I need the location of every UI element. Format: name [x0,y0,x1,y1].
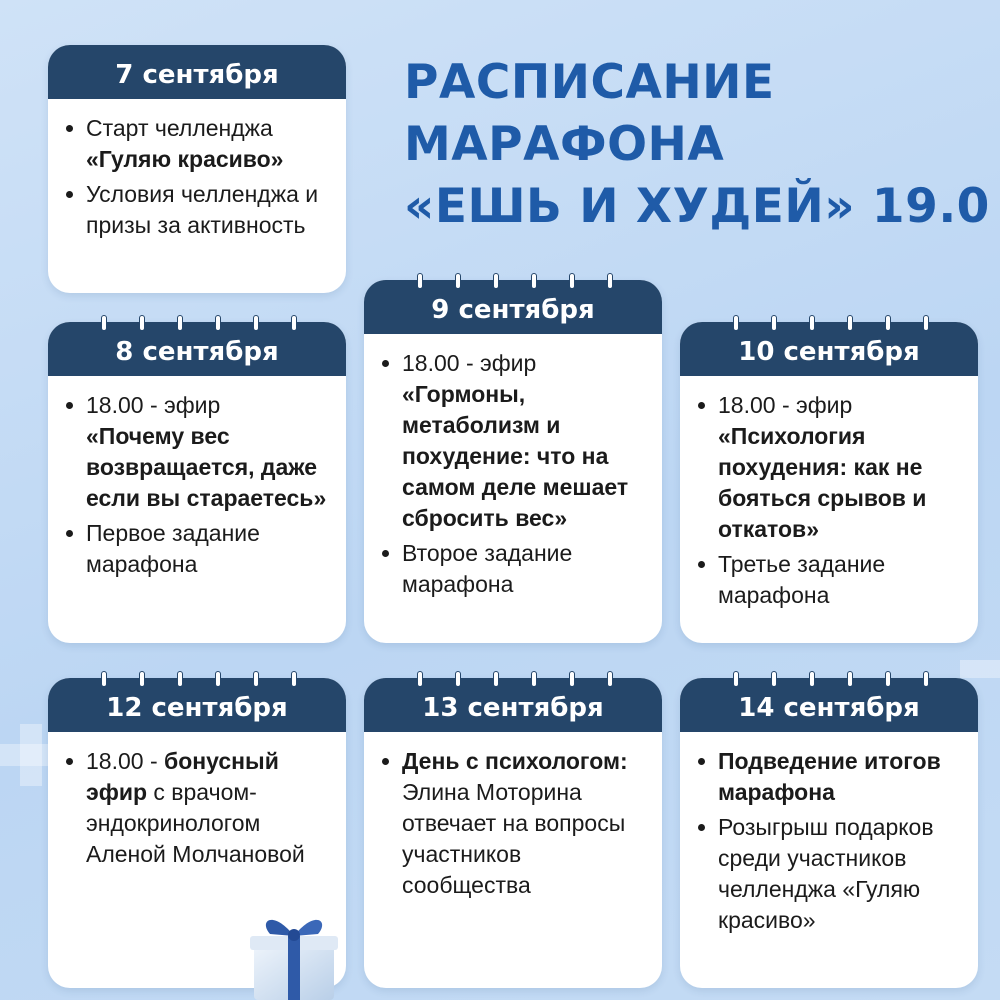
bullet-icon [698,402,705,409]
page-title [404,52,990,238]
card-date-header [48,45,346,99]
card-list [680,732,978,936]
item-bold-text: «Психология похудения: как не бояться срывов и откатов» [718,423,927,542]
item-bold-text: «Почему вес возвращается, даже если вы стараетесь» [86,423,327,511]
title-line-1: РАСПИСАНИЕ [404,55,775,110]
schedule-card-sep-8 [48,322,346,643]
bullet-icon [382,758,389,765]
item-bold-text: Подведение итогов марафона [718,748,941,805]
card-date: 13 сентября [422,693,604,723]
schedule-card-sep-13 [364,678,662,988]
list-item [696,549,968,611]
item-text: 18.00 - эфир [86,392,221,418]
list-item [696,390,968,545]
card-list [48,376,346,580]
card-date-header [48,678,346,732]
bullet-icon [382,360,389,367]
calendar-rings [48,316,346,330]
list-item [380,746,652,901]
bullet-icon [698,824,705,831]
bullet-icon [66,125,73,132]
card-date-header [680,322,978,376]
bullet-icon [382,550,389,557]
title-line-2: МАРАФОНА [404,117,725,172]
card-list [364,334,662,600]
item-text: 18.00 - [86,748,164,774]
list-item [696,812,968,936]
bullet-icon [698,758,705,765]
title-line-3: «ЕШЬ И ХУДЕЙ» 19.0 [404,179,990,234]
card-list [48,732,346,870]
item-text: Розыгрыш подарков среди участников челленджа «Гуляю красиво» [718,814,934,933]
item-text: Второе задание марафона [402,540,573,597]
card-date-header [364,280,662,334]
card-list [680,376,978,611]
item-bold-text: День с психологом: [402,748,628,774]
card-date: 14 сентября [738,693,920,723]
item-text: Третье задание марафона [718,551,886,608]
list-item [64,746,336,870]
list-item [380,538,652,600]
item-text: Первое задание марафона [86,520,260,577]
schedule-card-sep-7 [48,45,346,293]
decor-cross-right-h [960,660,1000,678]
list-item [64,518,336,580]
card-date-header [680,678,978,732]
item-text: 18.00 - эфир [402,350,537,376]
card-date-header [48,322,346,376]
calendar-rings [48,672,346,686]
item-bold-text: «Гормоны, метаболизм и похудение: что на самом деле мешает сбросить вес» [402,381,629,531]
bullet-icon [66,758,73,765]
card-date: 12 сентября [106,693,288,723]
schedule-card-sep-10 [680,322,978,643]
decor-cross-left-v [20,724,42,786]
calendar-rings [364,274,662,288]
bullet-icon [698,561,705,568]
calendar-rings [680,316,978,330]
list-item [64,113,336,175]
gift-box-icon [244,906,344,1000]
bullet-icon [66,191,73,198]
item-text: Элина Моторина отвечает на вопросы участников сообщества [402,779,626,898]
card-date: 10 сентября [738,337,920,367]
calendar-rings [364,672,662,686]
item-text: Старт челленджа [86,115,273,141]
card-list [364,732,662,901]
list-item [696,746,968,808]
list-item [64,179,336,241]
card-date: 7 сентября [115,60,279,90]
card-date: 8 сентября [115,337,279,367]
schedule-card-sep-9 [364,280,662,643]
list-item [64,390,336,514]
item-text: 18.00 - эфир [718,392,853,418]
bullet-icon [66,530,73,537]
bullet-icon [66,402,73,409]
item-text: с врачом-эндокринологом Аленой Молчановой [86,779,305,867]
item-bold-text: «Гуляю красиво» [86,146,284,172]
calendar-rings [680,672,978,686]
card-date: 9 сентября [431,295,595,325]
card-list [48,99,346,241]
list-item [380,348,652,534]
item-text: Условия челленджа и призы за активность [86,181,319,238]
card-date-header [364,678,662,732]
schedule-card-sep-14 [680,678,978,988]
item-bold-text: бонусный эфир [86,748,279,805]
